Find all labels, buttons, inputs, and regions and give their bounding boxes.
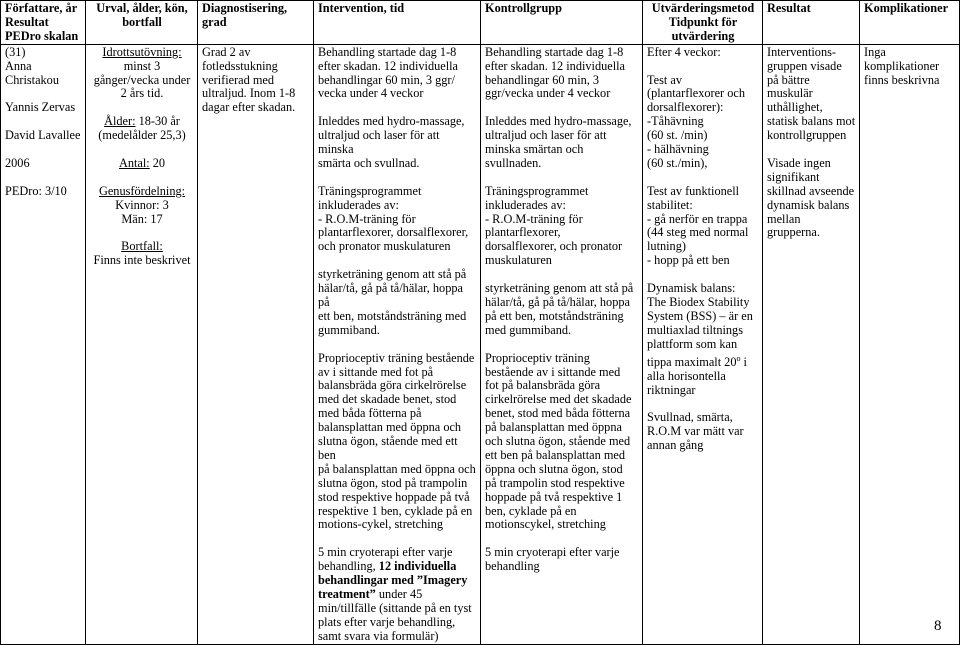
header-row [1,1,960,45]
header-evaluation: Utvärderingsmetod Tidpunkt för utvärdering [643,1,763,45]
header-complications: Komplikationer [860,1,960,45]
result-cell: Interventions- gruppen visade på bättre muskulär uthållighet, statisk balans mot kontrollgruppen Visade ingen signifikant skillnad avseende dynamisk balans mellan grupperna. [763,44,860,644]
sample-cell: Idrottsutövning: minst 3 gånger/vecka under 2 års tid. Ålder: 18-30 år (medelålder 25,3) Antal: 20 Genusfördelning: Kvinnor: 3 Män: 17 Bortfall: Finns inte beskrivet [86,44,198,644]
header-sample: Urval, ålder, kön, bortfall [86,1,198,45]
complications-cell: Inga komplikationer finns beskrivna [860,44,960,644]
page-number: 8 [934,618,942,634]
header-result: Resultat [763,1,860,45]
header-author: Författare, år Resultat PEDro skalan [1,1,86,45]
table-row [1,44,960,644]
diagnosis-cell: Grad 2 av fotledsstukning verifierad med ultraljud. Inom 1-8 dagar efter skadan. [198,44,314,644]
control-cell: Behandling startade dag 1-8 efter skadan. 12 individuella behandlingar 60 min, 3 ggr/vecka under 4 veckor Inleddes med hydro-massage, ultraljud och laser för att minska smärtan och svullnaden. Träningsprogrammet inkluderades av: - R.O.M-träning för plantarflexorer, dorsalflexorer, och pronator muskulaturen styrketräning genom att stå på hälar/tå, gå på tå/hälar, hoppa på ett ben, motståndsträning med gummiband. Proprioceptiv träning bestående av i sittande med fot på balansbräda göra cirkelrörelse med det skadade benet, stod med båda fötterna på balansplattan med öppna och slutna ögon, stående med ett ben på balansplattan med öppna och slutna ögon, stod på trampolin stod respektive hoppade på två respektive 1 ben, cyklade på en motionscykel, stretching 5 min cryoterapi efter varje behandling [481,44,643,644]
header-control: Kontrollgrupp [481,1,643,45]
header-diagnosis: Diagnostisering, grad [198,1,314,45]
intervention-cell: Behandling startade dag 1-8 efter skadan. 12 individuella behandlingar 60 min, 3 ggr/ vecka under 4 veckor Inleddes med hydro-massage, ultraljud och laser för att minska smärta och svullnad. Träningsprogrammet inkluderades av: - R.O.M-träning för plantarflexorer, dorsalflexorer, och pronator muskulaturen styrketräning genom att stå på hälar/tå, gå på tå/hälar, hoppa på ett ben, motståndsträning med gummiband. Proprioceptiv träning bestående av i sittande med fot på balansbräda göra cirkelrörelse med det skadade benet, stod med båda fötterna på balansplattan med öppna och slutna ögon, stående med ett ben på balansplattan med öppna och slutna ögon, stod på trampolin stod respektive hoppade på två respektive 1 ben, cyklade på en motions-cykel, stretching 5 min cryoterapi efter varje behandling, 12 individuella behandlingar med ”Imagery treatment” under 45 min/tillfälle (sittande på en tyst plats efter varje behandling, samt svara via formulär) [314,44,481,644]
header-intervention: Intervention, tid [314,1,481,45]
author-cell: (31) Anna Christakou Yannis Zervas David Lavallee 2006 PEDro: 3/10 [1,44,86,644]
evaluation-cell: Efter 4 veckor: Test av (plantarflexorer och dorsalflexorer): -Tåhävning (60 st. /min) - hälhävning (60 st./min), Test av funktionell stabilitet: - gå nerför en trappa (44 steg med normal lutning) - hopp på ett ben Dynamisk balans: The Biodex Stability System (BSS) – är en multiaxlad tiltnings plattform som kan tippa maximalt 20$^o$ i alla horisontella riktningar Svullnad, smärta, R.O.M var mätt var annan gång [643,44,763,644]
